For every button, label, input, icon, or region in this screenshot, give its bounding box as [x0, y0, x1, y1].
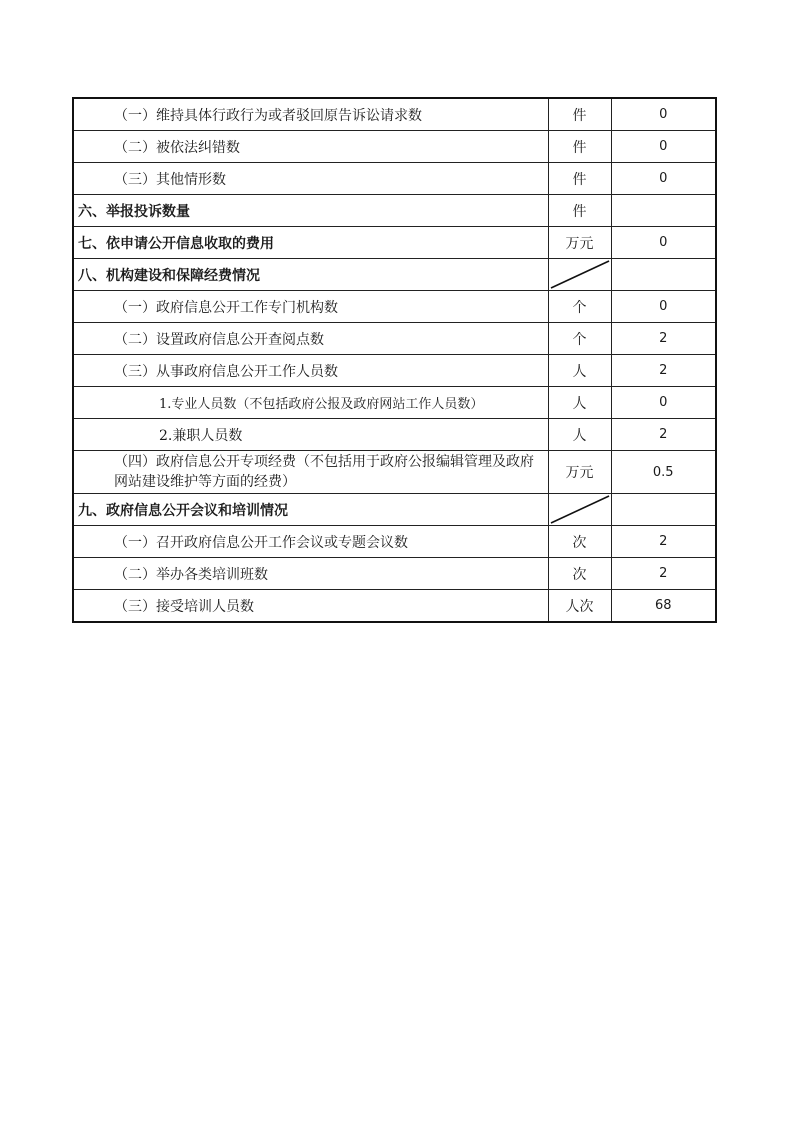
- row-value: [611, 494, 716, 526]
- row-value: 0.5: [611, 451, 716, 494]
- row-value: 0: [611, 98, 716, 131]
- row-value: 2: [611, 323, 716, 355]
- row-label: （一）召开政府信息公开工作会议或专题会议数: [73, 526, 548, 558]
- row-unit: 人: [548, 387, 611, 419]
- row-label: （二）举办各类培训班数: [73, 558, 548, 590]
- table-row: [73, 526, 716, 558]
- row-unit: 件: [548, 195, 611, 227]
- row-value: 2: [611, 558, 716, 590]
- row-unit: 件: [548, 98, 611, 131]
- table-row: [73, 291, 716, 323]
- row-unit: 人次: [548, 590, 611, 623]
- row-value: 0: [611, 227, 716, 259]
- row-value: 2: [611, 419, 716, 451]
- row-label: （三）从事政府信息公开工作人员数: [73, 355, 548, 387]
- row-value: [611, 259, 716, 291]
- row-label: （二）设置政府信息公开查阅点数: [73, 323, 548, 355]
- table-row: [73, 451, 716, 494]
- row-label: （四）政府信息公开专项经费（不包括用于政府公报编辑管理及政府网站建设维护等方面的经费）: [73, 451, 548, 494]
- table-row: [73, 227, 716, 259]
- row-label: （一）维持具体行政行为或者驳回原告诉讼请求数: [73, 98, 548, 131]
- row-value: 2: [611, 355, 716, 387]
- table-row: [73, 323, 716, 355]
- table-row: [73, 163, 716, 195]
- table-row: [73, 590, 716, 623]
- diagonal-line: [549, 259, 611, 290]
- row-unit: 个: [548, 323, 611, 355]
- diagonal-cell: [548, 494, 611, 526]
- section-heading: 七、依申请公开信息收取的费用: [73, 227, 548, 259]
- row-label: （一）政府信息公开工作专门机构数: [73, 291, 548, 323]
- table-row: [73, 98, 716, 131]
- section-heading: 八、机构建设和保障经费情况: [73, 259, 548, 291]
- statistics-table-page: [72, 97, 715, 623]
- row-value: 0: [611, 291, 716, 323]
- row-label: 2.兼职人员数: [73, 419, 548, 451]
- row-unit: 万元: [548, 451, 611, 494]
- row-label: 1.专业人员数（不包括政府公报及政府网站工作人员数）: [73, 387, 548, 419]
- table-row: [73, 355, 716, 387]
- row-value: 0: [611, 131, 716, 163]
- row-value: [611, 195, 716, 227]
- diagonal-line: [549, 494, 611, 525]
- row-label: （二）被依法纠错数: [73, 131, 548, 163]
- table-row: [73, 494, 716, 526]
- row-value: 0: [611, 163, 716, 195]
- row-unit: 次: [548, 526, 611, 558]
- row-unit: 人: [548, 419, 611, 451]
- row-value: 2: [611, 526, 716, 558]
- row-value: 0: [611, 387, 716, 419]
- table-row: [73, 419, 716, 451]
- table-row: [73, 259, 716, 291]
- section-heading: 六、举报投诉数量: [73, 195, 548, 227]
- row-unit: 人: [548, 355, 611, 387]
- table-row: [73, 558, 716, 590]
- table-row: [73, 131, 716, 163]
- statistics-table: [72, 97, 717, 623]
- row-value: 68: [611, 590, 716, 623]
- table-row: [73, 195, 716, 227]
- row-unit: 次: [548, 558, 611, 590]
- row-label: （三）其他情形数: [73, 163, 548, 195]
- row-unit: 万元: [548, 227, 611, 259]
- table-row: [73, 387, 716, 419]
- diagonal-cell: [548, 259, 611, 291]
- row-unit: 件: [548, 163, 611, 195]
- row-label: （三）接受培训人员数: [73, 590, 548, 623]
- row-unit: 件: [548, 131, 611, 163]
- row-unit: 个: [548, 291, 611, 323]
- section-heading: 九、政府信息公开会议和培训情况: [73, 494, 548, 526]
